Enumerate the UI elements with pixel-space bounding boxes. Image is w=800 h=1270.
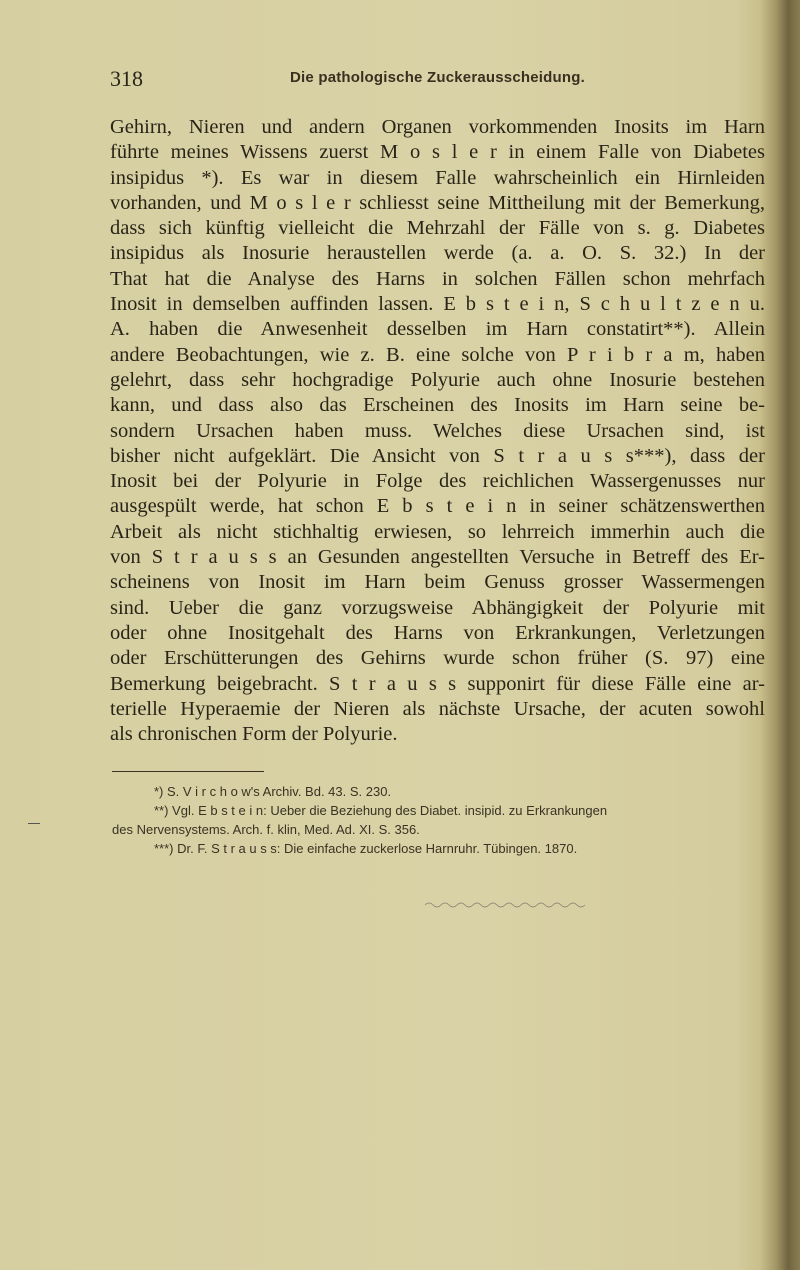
text-line: führte meines Wissens zuerst M o s l e r in einem Falle von Diabetes — [110, 141, 765, 164]
text-line: Inosit in demselben auffinden lassen. E b s t e i n, S c h u l t z e n u. — [110, 293, 765, 316]
text-line: Inosit bei der Polyurie in Folge des reichlichen Wassergenusses nur — [110, 470, 765, 493]
text-line: oder ohne Inositgehalt des Harns von Erkrankungen, Verletzungen — [110, 621, 765, 644]
text-line: als chronischen Form der Polyurie. — [110, 723, 398, 746]
footnote-2-continued: des Nervensystems. Arch. f. klin, Med. Ad. XI. S. 356. — [112, 822, 420, 837]
footnote-divider — [112, 771, 264, 772]
decorative-wavy-line — [425, 900, 585, 910]
text-line: Gehirn, Nieren und andern Organen vorkommenden Inosits im Harn — [110, 116, 765, 138]
text-line: vorhanden, und M o s l e r schliesst seine Mittheilung mit der Bemerkung, — [110, 191, 765, 214]
footnote-2: **) Vgl. E b s t e i n: Ueber die Beziehung des Diabet. insipid. zu Erkrankungen — [154, 803, 608, 818]
text-line: andere Beobachtungen, wie z. B. eine solche von P r i b r a m, haben — [110, 343, 765, 366]
text-line: insipidus *). Es war in diesem Falle wahrscheinlich ein Hirnleiden — [110, 166, 765, 189]
footnotes — [112, 782, 767, 858]
footnote-3: ***) Dr. F. S t r a u s s: Die einfache zuckerlose Harnruhr. Tübingen. 1870. — [154, 841, 578, 856]
margin-mark — [28, 823, 40, 824]
text-line: A. haben die Anwesenheit desselben im Harn constatirt**). Allein — [110, 318, 765, 341]
text-line: insipidus als Inosurie heraustellen werde (a. a. O. S. 32.) In der — [110, 242, 765, 265]
text-line: von S t r a u s s an Gesunden angestellten Versuche in Betreff des Er- — [110, 546, 765, 569]
text-line: Bemerkung beigebracht. S t r a u s s supponirt für diese Fälle eine ar- — [110, 672, 765, 695]
text-line: kann, und dass also das Erscheinen des Inosits im Harn seine be- — [110, 394, 765, 417]
footnote-1: *) S. V i r c h o w's Archiv. Bd. 43. S. 230. — [154, 784, 392, 799]
text-line: sondern Ursachen haben muss. Welches diese Ursachen sind, ist — [110, 419, 765, 442]
body-text — [110, 115, 765, 747]
text-line: terielle Hyperaemie der Nieren als nächste Ursache, der acuten sowohl — [110, 697, 765, 720]
text-line: Arbeit als nicht stichhaltig erwiesen, so lehrreich immerhin auch die — [110, 520, 765, 543]
text-line: scheinens von Inosit im Harn beim Genuss grosser Wassermengen — [110, 571, 765, 594]
text-line: sind. Ueber die ganz vorzugsweise Abhängigkeit der Polyurie mit — [110, 596, 765, 619]
text-line: dass sich künftig vielleicht die Mehrzahl der Fälle von s. g. Diabetes — [110, 217, 765, 240]
text-line: That hat die Analyse des Harns in solchen Fällen schon mehrfach — [110, 267, 765, 290]
page-number: 318 — [110, 66, 143, 91]
text-line: oder Erschütterungen des Gehirns wurde schon früher (S. 97) eine — [110, 647, 765, 670]
page-header — [110, 66, 765, 94]
text-line: ausgespült werde, hat schon E b s t e i n in seiner schätzenswerthen — [110, 495, 765, 518]
running-title: Die pathologische Zuckerausscheidung. — [290, 69, 585, 86]
text-line: bisher nicht aufgeklärt. Die Ansicht von S t r a u s s***), dass der — [110, 444, 765, 467]
text-line: gelehrt, dass sehr hochgradige Polyurie auch ohne Inosurie bestehen — [110, 368, 765, 391]
